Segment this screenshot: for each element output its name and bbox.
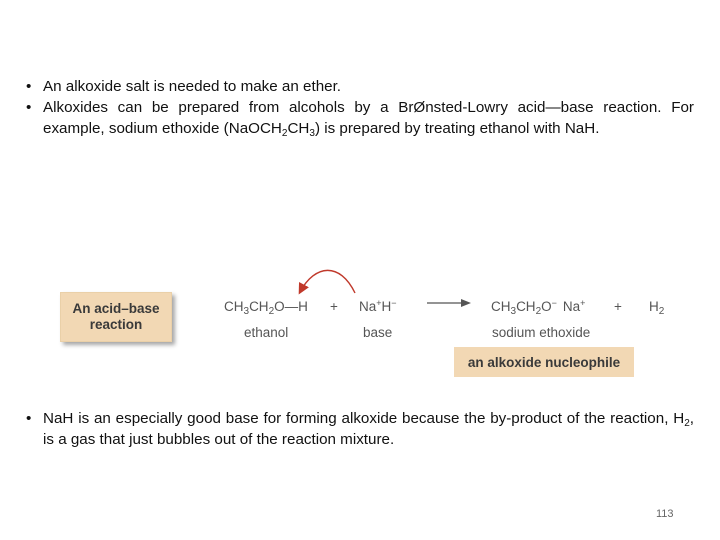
sodium-ethoxide-label: sodium ethoxide (492, 325, 591, 340)
ethanol-label: ethanol (244, 325, 289, 340)
bullet-item (26, 97, 694, 139)
sodium-hydride-formula: Na+H− (359, 298, 397, 314)
bullet-item (26, 76, 694, 97)
bottom-bullet-list (26, 408, 694, 450)
acid-base-reaction-badge: An acid–base reaction (60, 292, 172, 342)
reaction-arrow-icon (425, 296, 475, 310)
plus-sign: + (614, 299, 622, 314)
base-label: base (363, 325, 393, 340)
hydrogen-gas-formula: $H_2$ (649, 299, 665, 317)
ethanol-formula: $CH_3CH_2O—H$ (224, 299, 308, 317)
bullet-dot: • (26, 410, 32, 427)
top-bullet-list (26, 76, 694, 139)
bullet-dot: • (26, 99, 32, 116)
bullet-text: NaH is an especially good base for forming alkoxide because the by-product of the reaction, $H_2$, is a gas that just bubbles out of the reaction mixture. (43, 410, 694, 448)
sodium-ethoxide-formula: $CH_3CH_2O^-$ Na+ (491, 298, 586, 317)
bullet-dot: • (26, 78, 32, 95)
bullet-text: An alkoxide salt is needed to make an ether. (43, 78, 342, 95)
bullet-item (26, 408, 694, 450)
alkoxide-nucleophile-box: an alkoxide nucleophile (454, 347, 634, 377)
plus-sign: + (330, 299, 338, 314)
bullet-text: Alkoxides can be prepared from alcohols by a BrØnsted-Lowry acid—base reaction. For example, sodium ethoxide $(NaOCH_2CH_3)$ is prepared by treating ethanol with NaH. (43, 99, 694, 139)
page-number: 113 (656, 508, 674, 520)
